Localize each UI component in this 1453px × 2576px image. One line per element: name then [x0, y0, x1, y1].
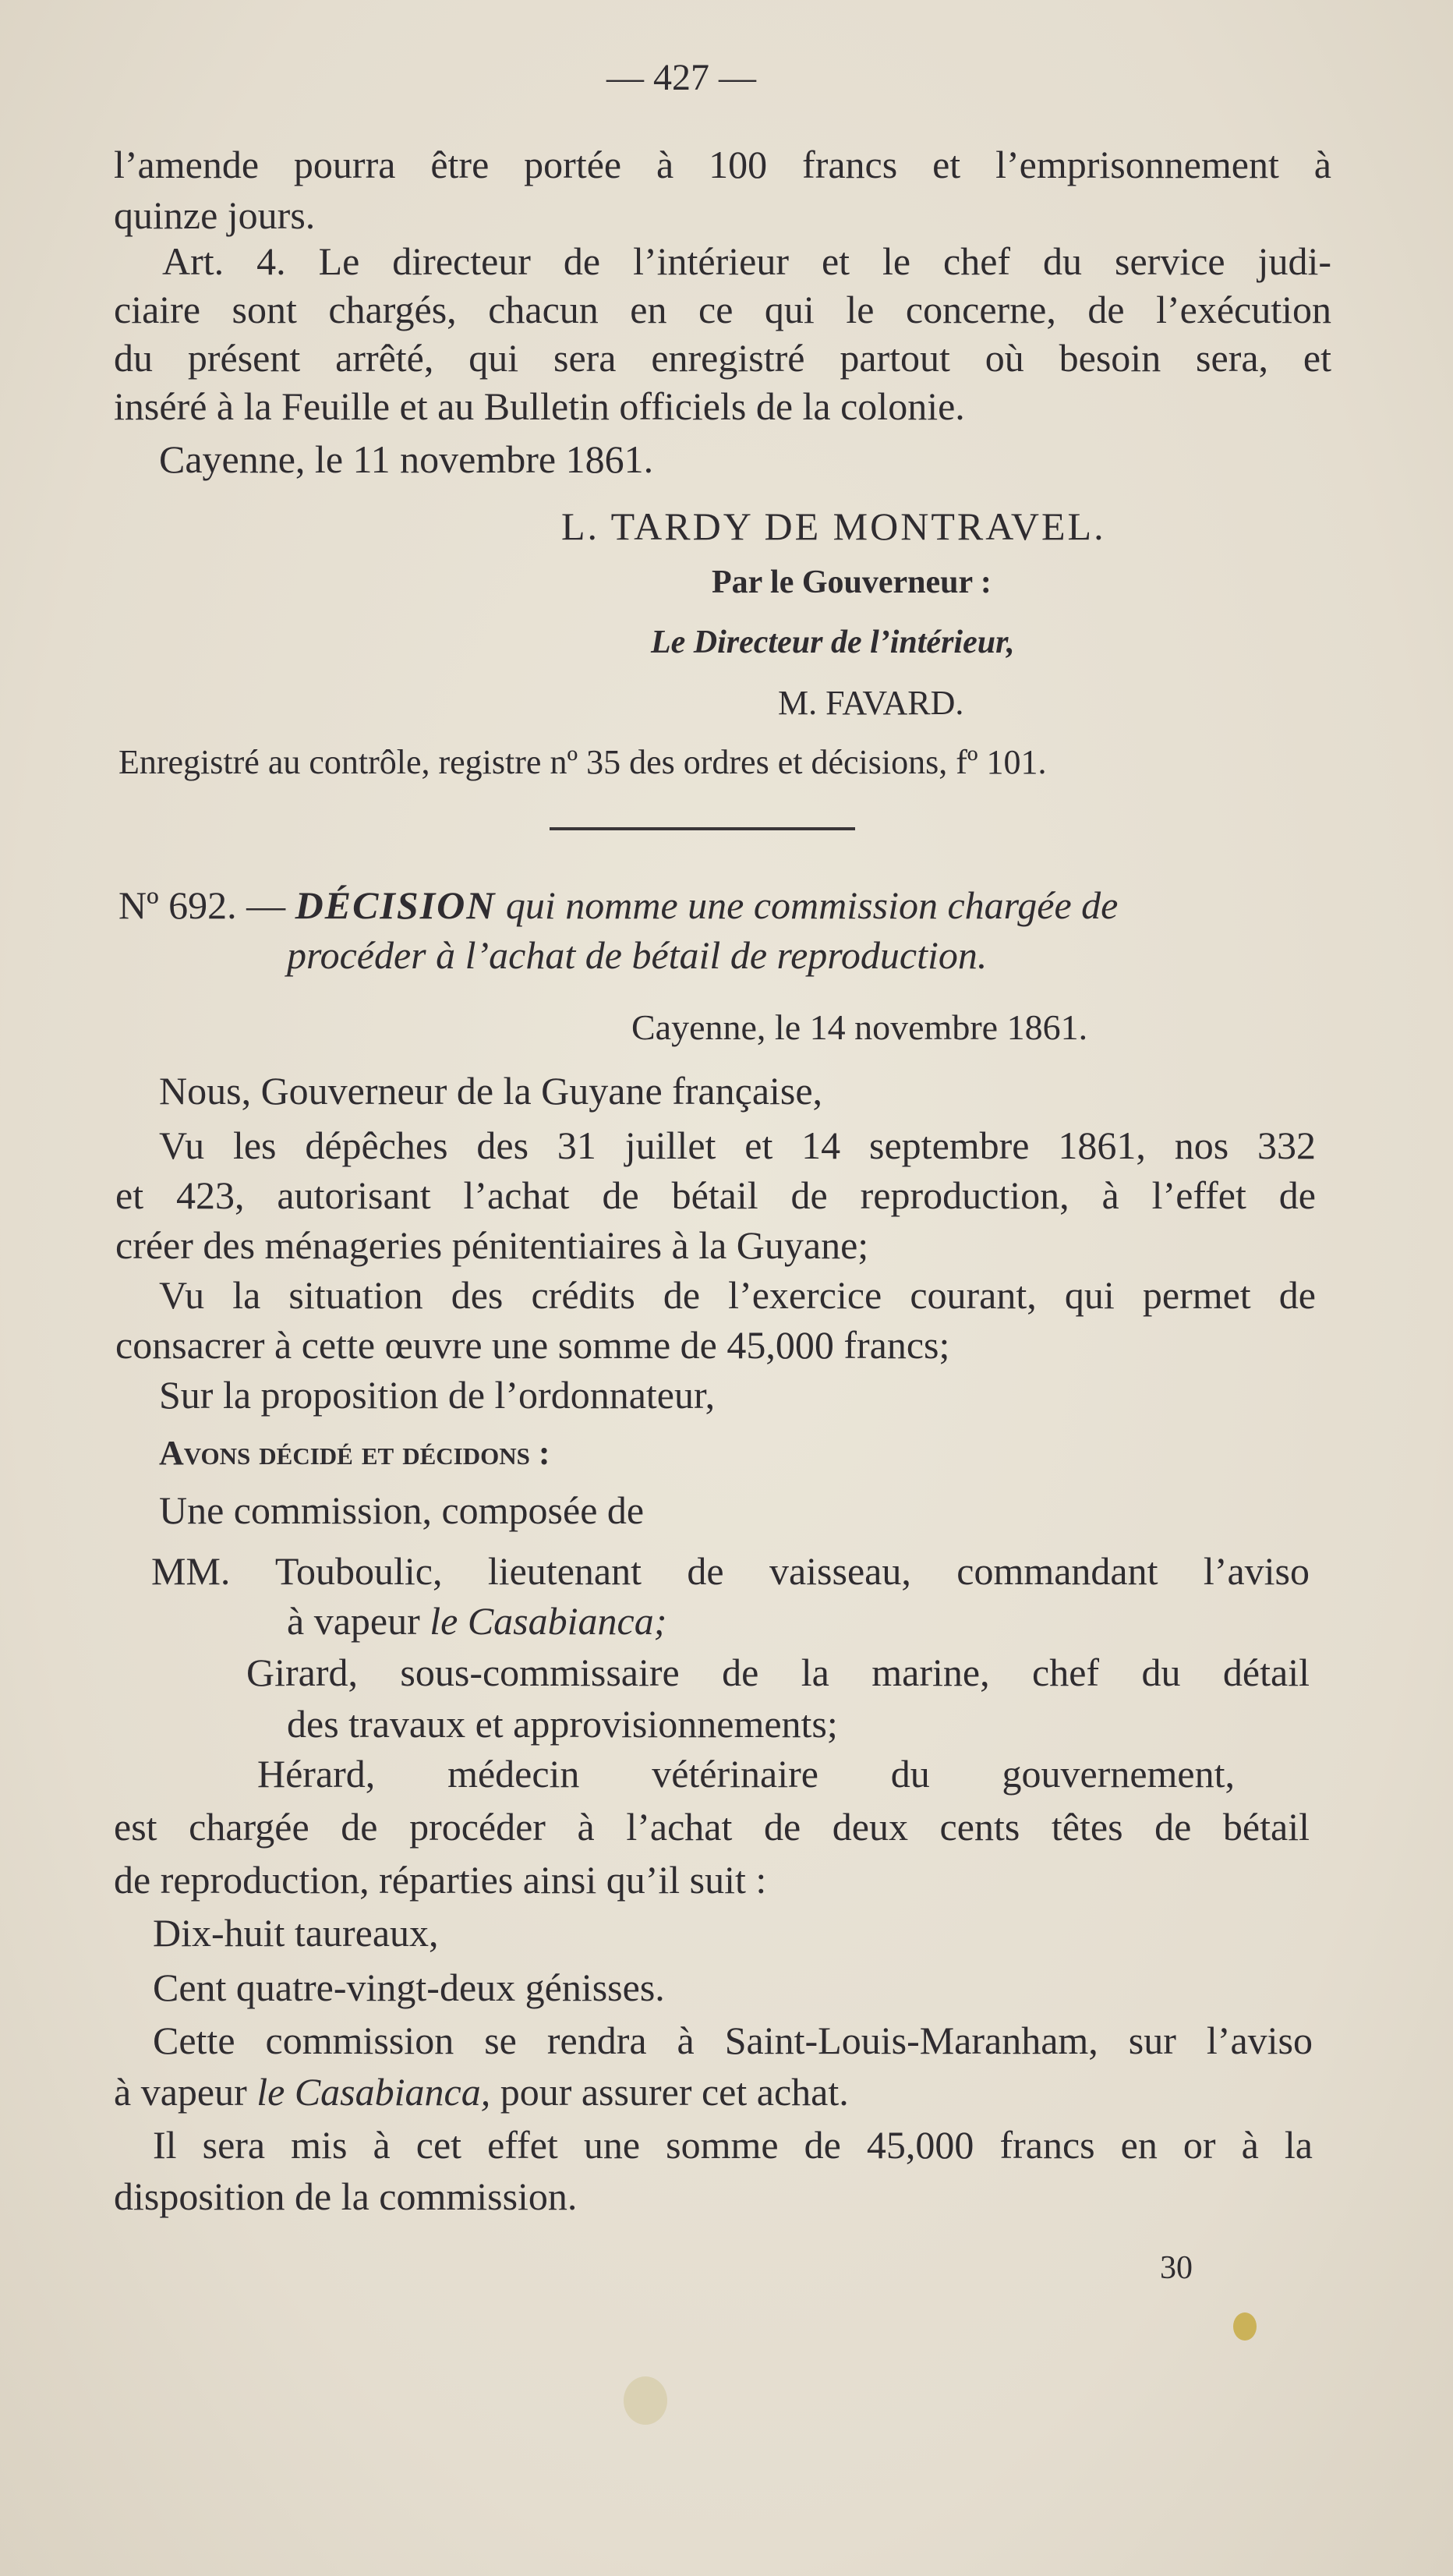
decision-title-word: DÉCISION: [295, 883, 497, 927]
text-line: [287, 1599, 667, 1643]
text-span: à vapeur: [287, 1599, 420, 1643]
text-line: [114, 2070, 849, 2114]
signature-role: Le Directeur de l’intérieur,: [651, 625, 1015, 660]
signature-by: Par le Gouverneur :: [712, 564, 992, 600]
signature-mark: 30: [1160, 2250, 1193, 2286]
text-span: pour assurer cet achat.: [500, 2070, 849, 2114]
text-line: des travaux et approvisionnements;: [287, 1702, 838, 1746]
text-line: et 423, autorisant l’achat de bétail de reproduction, à l’effet de: [115, 1173, 1316, 1217]
text-line: Cette commission se rendra à Saint-Louis-Maranham, sur l’aviso: [153, 2019, 1313, 2062]
text-line: créer des ménageries pénitentiaires à la Guyane;: [115, 1223, 869, 1267]
paper-stain: [624, 2376, 667, 2425]
section-divider: [550, 827, 855, 830]
text-line: Nous, Gouverneur de la Guyane française,: [159, 1069, 823, 1113]
decision-number: Nº 692. —: [118, 883, 286, 927]
text-line: Hérard, médecin vétérinaire du gouvernement,: [257, 1752, 1235, 1796]
governor-signature: L. TARDY DE MONTRAVEL.: [561, 504, 1106, 548]
decision-dateline: Cayenne, le 14 novembre 1861.: [631, 1007, 1088, 1047]
text-line: du présent arrêté, qui sera enregistré partout où besoin sera, et: [114, 336, 1331, 380]
text-line: Une commission, composée de: [159, 1488, 645, 1532]
ship-name: le Casabianca;: [430, 1599, 667, 1643]
text-line: Vu la situation des crédits de l’exercice courant, qui permet de: [159, 1273, 1316, 1317]
dateline: Cayenne, le 11 novembre 1861.: [159, 437, 654, 481]
text-line: de reproduction, réparties ainsi qu’il suit :: [114, 1858, 767, 1902]
text-line: disposition de la commission.: [114, 2174, 578, 2218]
ship-name: le Casabianca,: [256, 2070, 491, 2114]
text-line: Cent quatre-vingt-deux génisses.: [153, 1966, 665, 2009]
text-line: Vu les dépêches des 31 juillet et 14 septembre 1861, nos 332: [159, 1123, 1316, 1167]
decision-formula: Avons décidé et décidons :: [159, 1434, 550, 1472]
text-line: est chargée de procéder à l’achat de deux cents têtes de bétail: [114, 1805, 1310, 1849]
decision-title: qui nomme une commission chargée de: [505, 883, 1119, 927]
text-span: à vapeur: [114, 2070, 247, 2114]
text-line: ciaire sont chargés, chacun en ce qui le concerne, de l’exécution: [114, 288, 1331, 331]
text-line: MM. Touboulic, lieutenant de vaisseau, commandant l’aviso: [151, 1549, 1310, 1593]
director-signature: M. FAVARD.: [778, 684, 964, 722]
page-number: — 427 —: [606, 57, 756, 98]
text-line: Sur la proposition de l’ordonnateur,: [159, 1373, 716, 1417]
text-line: Dix-huit taureaux,: [153, 1911, 439, 1955]
text-line: Art. 4. Le directeur de l’intérieur et le chef du service judi-: [162, 239, 1331, 283]
text-line: Girard, sous-commissaire de la marine, chef du détail: [246, 1651, 1310, 1694]
text-line: consacrer à cette œuvre une somme de 45,000 francs;: [115, 1323, 950, 1367]
text-line: Il sera mis à cet effet une somme de 45,000 francs en or à la: [153, 2123, 1313, 2167]
registration-note: Enregistré au contrôle, registre nº 35 des ordres et décisions, fº 101.: [118, 743, 1047, 781]
text-line: quinze jours.: [114, 193, 316, 237]
text-line: l’amende pourra être portée à 100 francs et l’emprisonnement à: [114, 143, 1331, 186]
text-line: inséré à la Feuille et au Bulletin officiels de la colonie.: [114, 384, 965, 428]
paper-stain: [1233, 2312, 1257, 2341]
decision-heading: [118, 883, 1119, 927]
decision-title-line2: procéder à l’achat de bétail de reproduction.: [287, 933, 988, 977]
